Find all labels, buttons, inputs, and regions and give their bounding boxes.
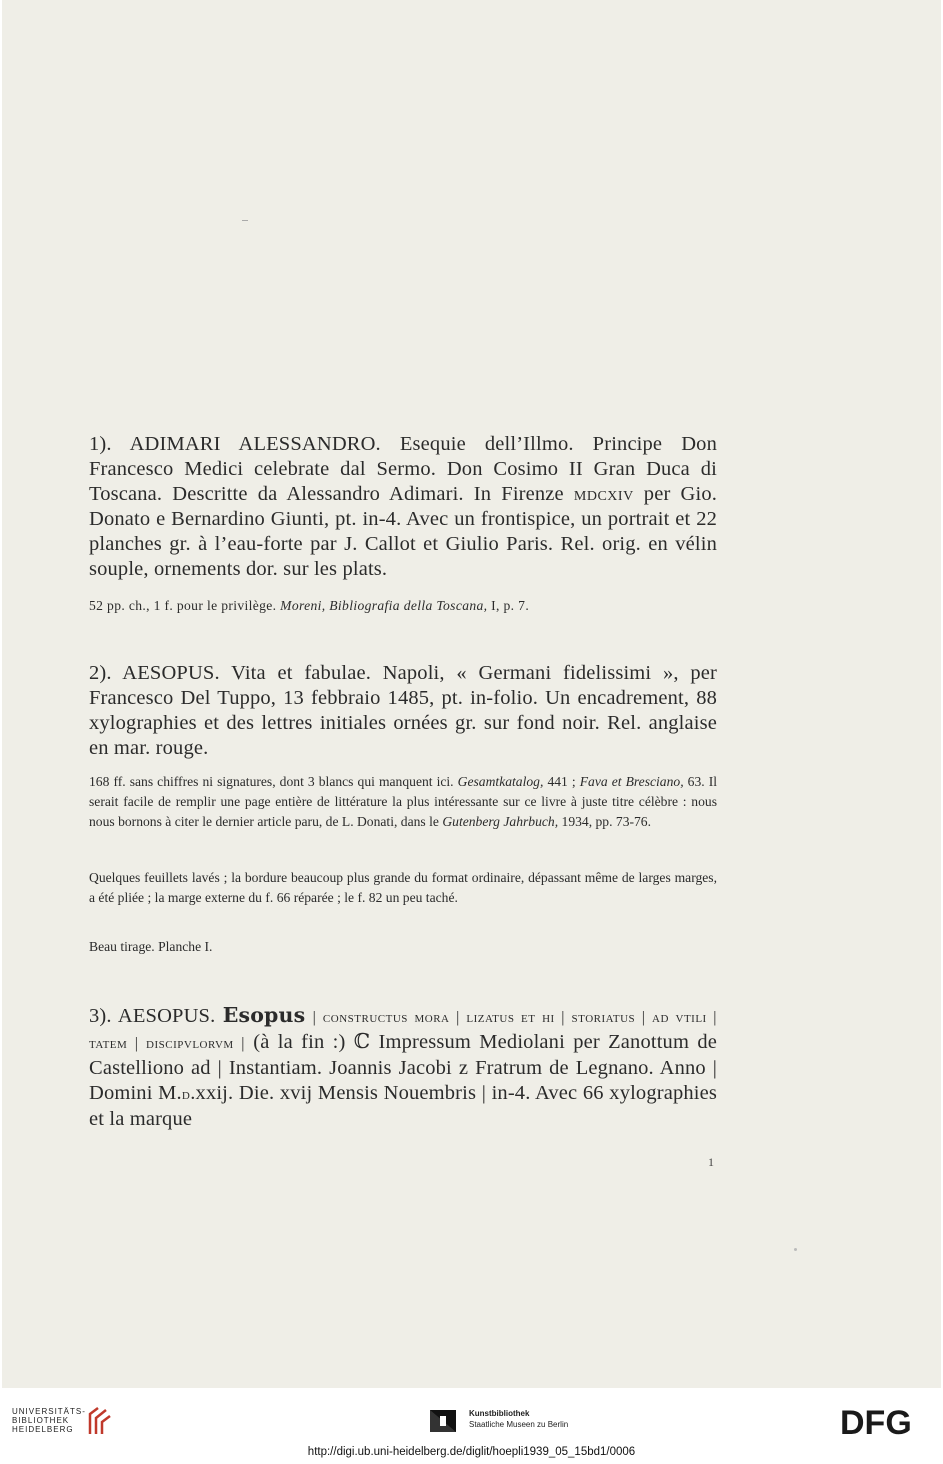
entry-2-note-1 [89,772,717,832]
page-number: 1 [708,1155,714,1169]
entry-1-note [89,596,717,616]
entry-2-note-journal: Gutenberg Jahrbuch, [442,814,559,829]
entry-1-title: Esequie dell’Illmo. Principe Don Francesco Medici celebrate dal Sermo. Don Cosimo II Gran Duca di Toscana. Descritte da Alessandro Adimari. In Firenze [89,433,717,505]
library-line-3: HEIDELBERG [12,1425,74,1434]
entry-2-note-num: 441 ; [547,774,576,789]
entry-3-blackletter-title: Esopus [222,1003,306,1027]
entry-3-author: AESOPUS. [117,1005,216,1027]
entry-2-note-pages: 1934, pp. 73-76. [561,814,652,829]
entry-2-note-3: Beau tirage. Planche I. [89,939,213,954]
entry-1-description: per Gio. Donato e Bernardino Giunti, pt. in-4. Avec un frontispice, un portrait et 22 planches gr. à l’eau-forte par J. Callot et Giulio Paris. Rel. orig. en vélin souple, ornements dor. sur les plats. [89,483,717,580]
entry-1-number: 1). [89,433,112,455]
entry-1-author: ADIMARI ALESSANDRO. [129,433,381,455]
scanned-page [2,0,941,1388]
entry-2-title: Vita et fabulae. Napoli, « Germani fidelissimi », per Francesco Del Tuppo, 13 febbraio 1485, pt. in-folio. Un encadrement, 88 xylographies et des lettres initiales ornées gr. sur fond noir. Rel. anglaise en mar. rouge. [89,662,718,759]
entry-3-heading [89,1003,717,1132]
entry-2-note-ref2: Fava et Bresciano, [579,774,684,789]
kunstbibliothek-title: Kunstbibliothek [469,1409,530,1418]
scan-dot [794,1248,797,1251]
entry-3-description: .xxij. Die. xvij Mensis Nouembris | in-4. Avec 66 xylographies et la marque [89,1082,717,1130]
library-name [12,1407,86,1434]
entry-1-note-text: 52 pp. ch., 1 f. pour le privilège. [89,598,277,613]
entry-3-number: 3). [89,1005,112,1027]
entry-1-note-page: I, p. 7. [491,598,530,613]
entry-2-author: AESOPUS. [122,662,220,684]
entry-1-heading [89,432,717,582]
entry-3-year-numeral: d [181,1086,191,1103]
kunstbibliothek-text [469,1408,568,1430]
entry-2-note-ref: Gesamtkatalog, [457,774,544,789]
library-line-2: BIBLIOTHEK [12,1416,70,1425]
university-library-logo-icon [84,1404,114,1438]
kunstbibliothek-logo-icon [430,1410,456,1432]
dfg-logo-text: DFG [840,1406,912,1436]
entry-2-heading [89,661,717,761]
footer-bar [0,1388,943,1464]
source-url[interactable]: http://digi.ub.uni-heidelberg.de/diglit/hoepli1939_05_15bd1/0006 [307,1446,636,1458]
library-line-1: UNIVERSITÄTS- [12,1407,86,1416]
entry-2-number: 2). [89,662,112,684]
entry-1-note-ref: Moreni, Bibliografia della Toscana, [280,598,488,613]
entry-2-note-body: 63. Il serait facile de remplir une page entière de littérature la plus intéressante sur ce livre à juste titre célèbre : nous nous bornons à citer le dernier article paru, de L. Donati, dans le [89,774,718,829]
entry-3-colophon: (à la fin :) ℂ Impressum Mediolani per Zanottum de Castelliono ad | Instantiam. Joannis Jacobi z Fratrum de Legnano. Anno | Domini M. [89,1031,717,1104]
scan-mark [242,220,248,221]
entry-2-note-2: Quelques feuillets lavés ; la bordure beaucoup plus grande du format ordinaire, dépassant même de larges marges, a été pliée ; la marge externe du f. 66 réparée ; le f. 82 un peu taché. [89,870,717,905]
entry-2-note-text: 168 ff. sans chiffres ni signatures, dont 3 blancs qui manquent ici. [89,774,454,789]
kunstbibliothek-subtitle: Staatliche Museen zu Berlin [469,1420,569,1429]
entry-1-date: mdcxiv [573,483,634,505]
dfg-logo-icon [840,1406,932,1436]
entry-3-title-lines: | constructus mora | lizatus et hi | storiatus | ad vtili | tatem | discipvlorvm | [89,1009,717,1052]
